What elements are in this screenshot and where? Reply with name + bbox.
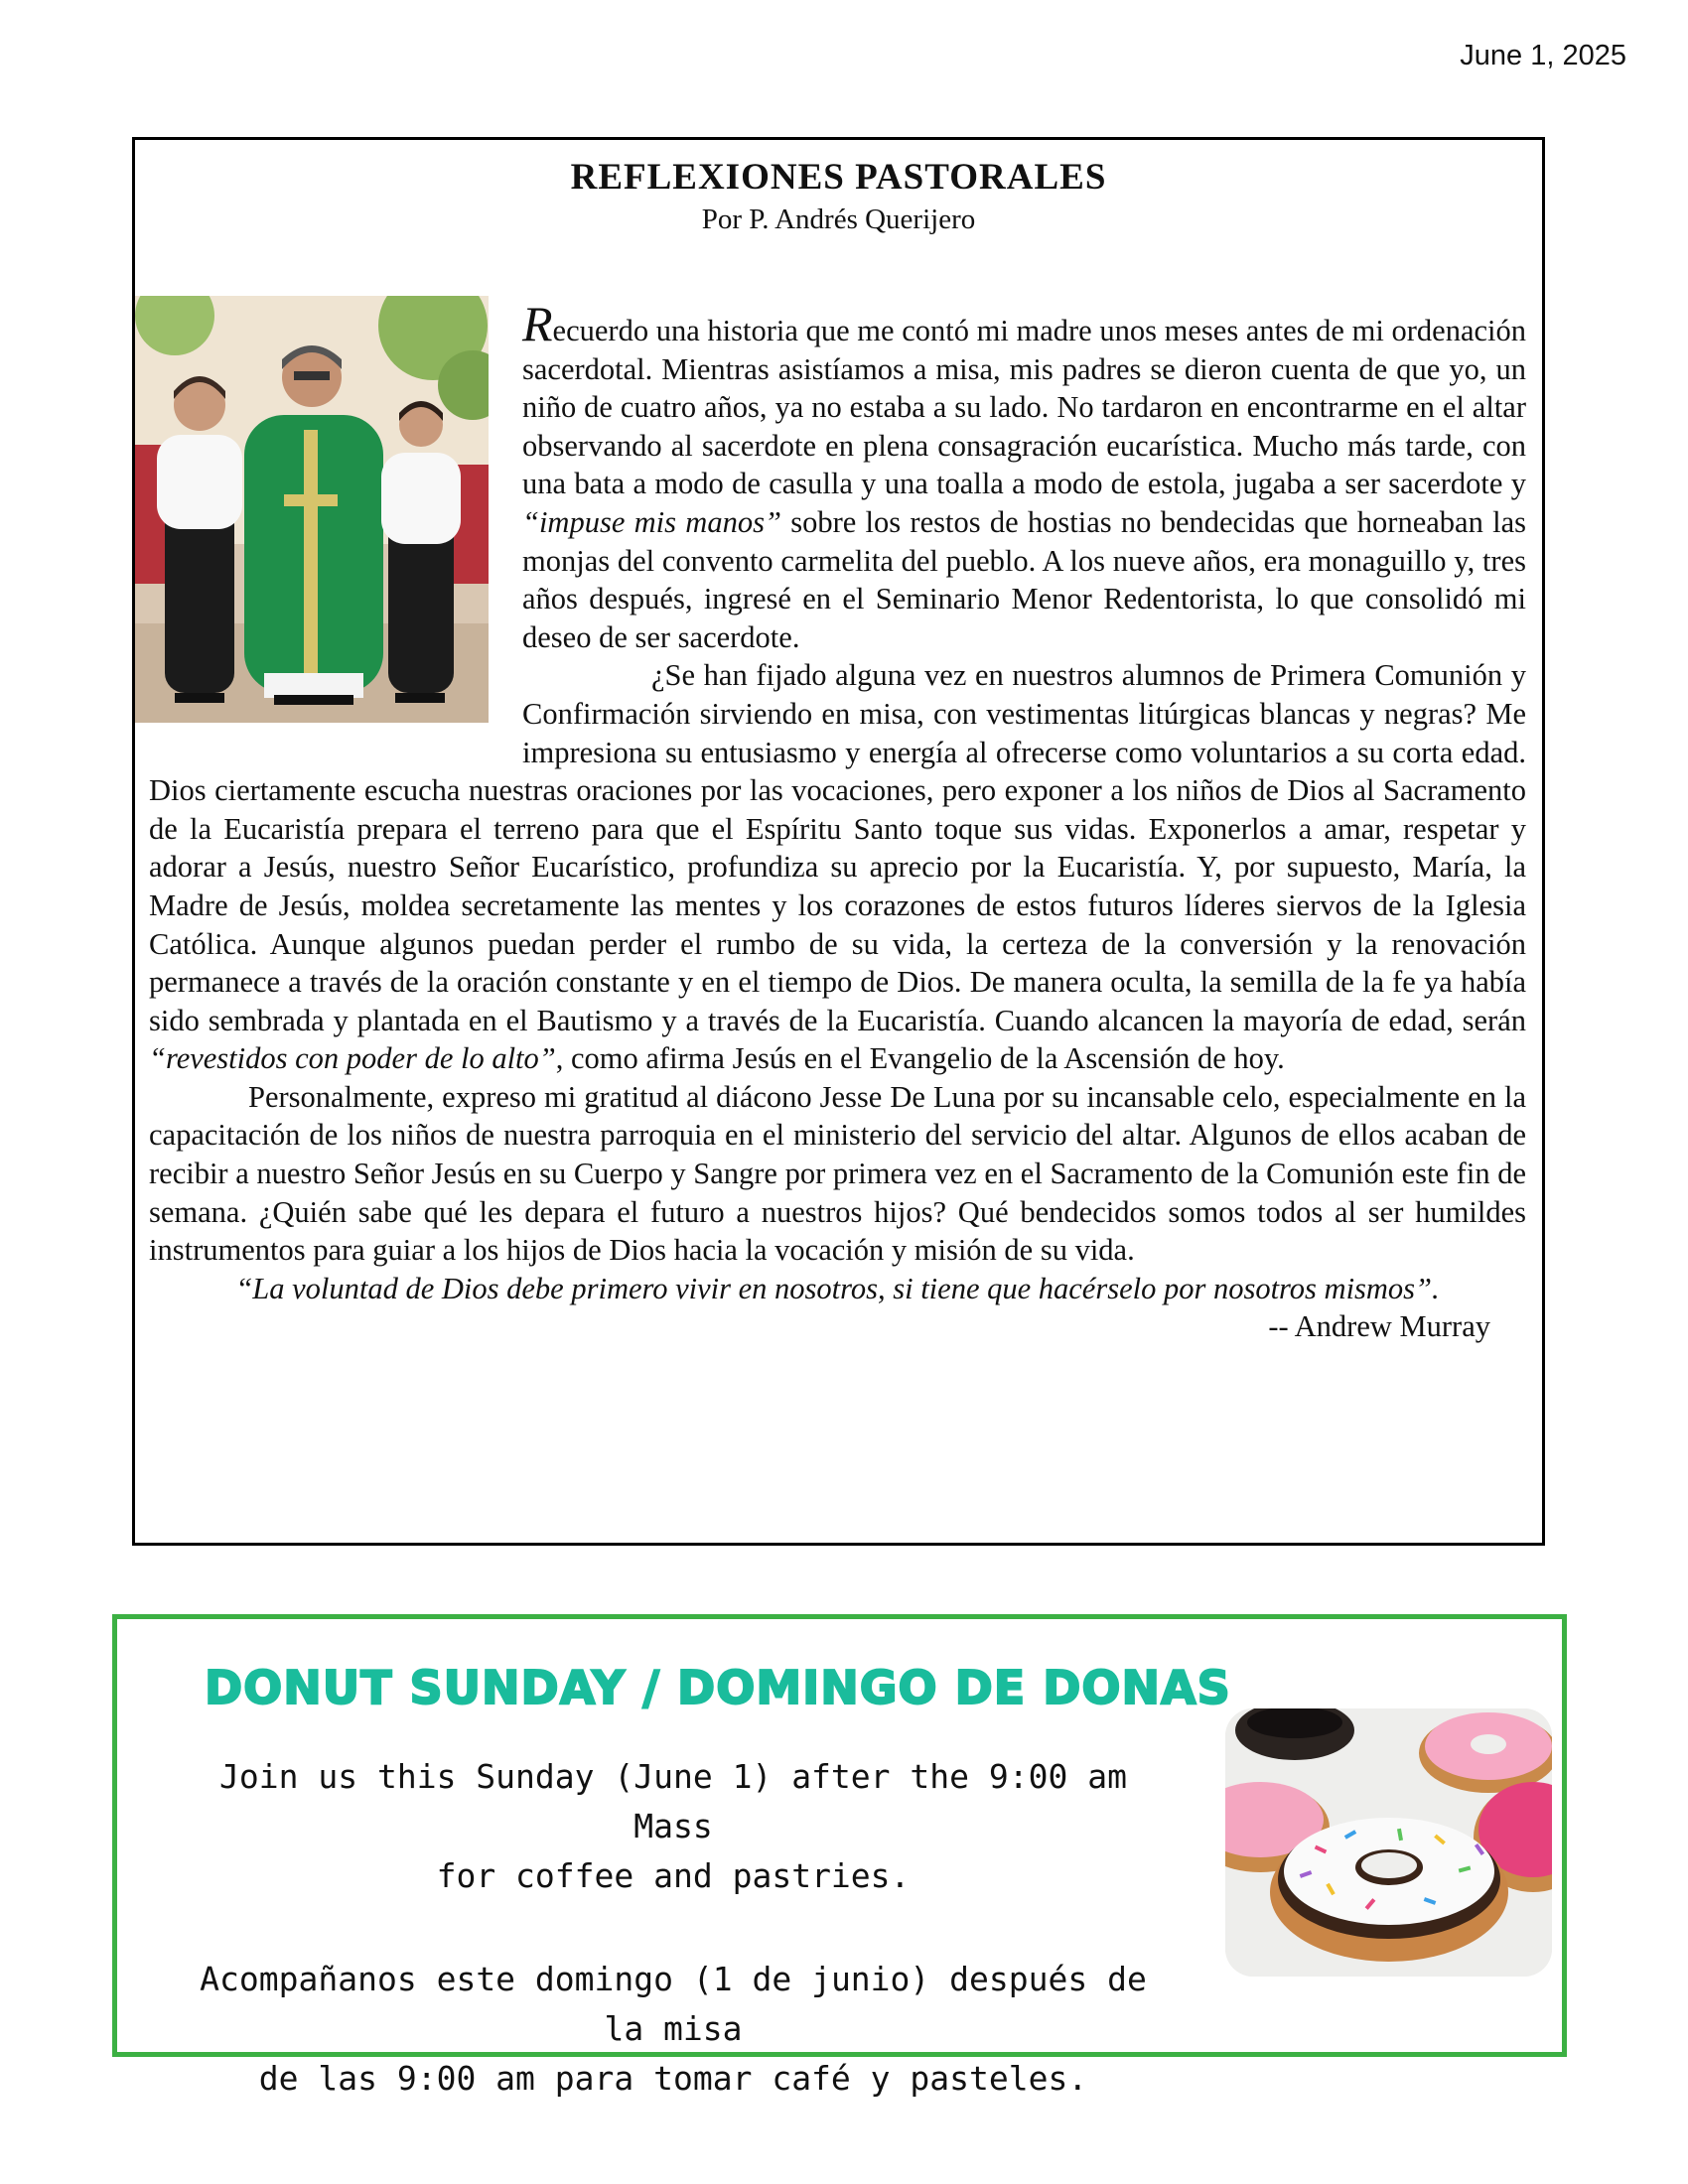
spanish-line-2: de las 9:00 am para tomar café y pasteles. [258, 2059, 1088, 2098]
donuts-coffee-photo [1225, 1708, 1552, 1977]
quote-author: -- Andrew Murray [1268, 1309, 1490, 1344]
pastoral-title: REFLEXIONES PASTORALES [570, 157, 1107, 198]
drop-cap: R [522, 296, 553, 351]
closing-quote: “La voluntad de Dios debe primero vivir en nosotros, si tiene que hacérselo por nosotros mismos”. [235, 1271, 1440, 1305]
paragraph-1-italic: “impuse mis manos” [522, 504, 781, 539]
english-line-1: Join us this Sunday (June 1) after the 9:00 am Mass [219, 1757, 1127, 1845]
page-date: June 1, 2025 [1460, 40, 1626, 71]
pastoral-article [149, 296, 1526, 1346]
paragraph-3: Personalmente, expreso mi gratitud al diácono Jesse De Luna por su incansable celo, especialmente en la capacitación de los niños de nuestra parroquia en el ministerio del servicio del altar. Algunos de ellos acaban de recibir a nuestro Señor Jesús en su Cuerpo y Sangre por primera vez en el Sacramento de la Comunión este fin de semana. ¿Quién sabe qué les depara el futuro a nuestros hijos? Qué bendecidos somos todos al ser humildes instrumentos para guiar a los hijos de Dios hacia la vocación y misión de su vida. [149, 1079, 1526, 1268]
pastoral-reflections-box [132, 137, 1545, 1546]
spacer [177, 1901, 1170, 1955]
pastoral-byline: Por P. Andrés Querijero [701, 204, 976, 235]
english-line-2: for coffee and pastries. [436, 1856, 911, 1895]
photo-spacer [149, 309, 522, 765]
paragraph-1-text-b: sobre los restos de hostias no bendecidas que horneaban las monjas del convento carmelita del pueblo. A los nueve años, era monaguillo y, tres años después, ingresé en el Seminario Menor Redentorista, lo que consolidó mi deseo de ser sacerdote. [522, 504, 1526, 654]
paragraph-1-text-a: ecuerdo una historia que me contó mi madre unos meses antes de mi ordenación sacerdotal. Mientras asistíamos a misa, mis padres se dieron cuenta de que yo, un niño de cuatro años, ya no estaba a su lado. No tardaron en encontrarme en el altar observando al sacerdote en plena consagración eucarística. Mucho más tarde, con una bata a modo de casulla y una toalla a modo de estola, jugaba a ser sacerdote y [522, 314, 1526, 501]
paragraph-2-italic: “revestidos con poder de lo alto” [149, 1041, 556, 1076]
donut-sunday-heading: DONUT SUNDAY / DOMINGO DE DONAS [205, 1661, 1231, 1714]
paragraph-2-text-a: ¿Se han fijado alguna vez en nuestros alumnos de Primera Comunión y Confirmación sirviendo en misa, con vestimentas litúrgicas blancas y negras? Me impresiona su entusiasmo y energía al ofrecerse como voluntarios a su corta edad. Dios ciertamente escucha nuestras oraciones por las vocaciones, pero exponer a los niños de Dios al Sacramento de la Eucaristía prepara el terreno para que el Espíritu Santo toque sus vidas. Exponerlos a amar, respetar y adorar a Jesús, nuestro Señor Eucarístico, profundiza su aprecio por la Eucaristía. Y, por supuesto, María, la Madre de Jesús, moldea secretamente las mentes y los corazones de estos futuros líderes siervos de la Iglesia Católica. Aunque algunos puedan perder el rumbo de su vida, la certeza de la conversión y la renovación permanece a través de la oración constante y en el tiempo de Dios. De manera oculta, la semilla de la fe ya había sido sembrada y plantada en el Bautismo y a través de la Eucaristía. Cuando alcancen la mayoría de edad, serán [149, 658, 1526, 1037]
donut-announcement [177, 1752, 1170, 2104]
donut-sunday-box [112, 1614, 1567, 2098]
paragraph-2-text-b: , como afirma Jesús en el Evangelio de la Ascensión de hoy. [555, 1041, 1285, 1076]
spanish-line-1: Acompañanos este domingo (1 de junio) después de la misa [200, 1960, 1147, 2048]
